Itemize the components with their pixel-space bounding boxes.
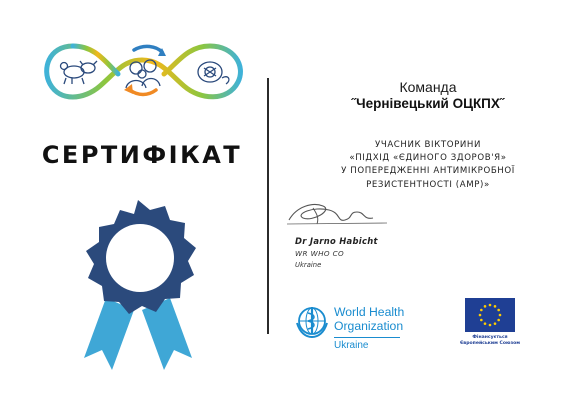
who-name-line1: World Health (334, 305, 405, 319)
left-panel (0, 0, 268, 414)
description-line: РЕЗИСТЕНТНОСТІ (АМР)» (366, 179, 490, 190)
who-logo (294, 303, 404, 353)
signer-name: Dr Jarno Habicht (295, 236, 378, 246)
eu-funding-note (444, 335, 536, 346)
eu-star (480, 309, 483, 312)
signer-country: Ukraine (295, 261, 322, 269)
eu-star (497, 309, 500, 312)
eu-star (480, 319, 483, 322)
description-block (270, 139, 586, 192)
eu-star (484, 322, 487, 325)
eu-star (499, 314, 502, 317)
team-name: ˝Чернівецький ОЦКПХ˝ (351, 96, 505, 111)
rosette-center (106, 224, 174, 292)
eu-star (489, 324, 492, 327)
eu-star (494, 305, 497, 308)
eu-star (497, 319, 500, 322)
vertical-divider (267, 78, 269, 334)
who-emblem-icon (294, 303, 330, 339)
description-line: У ПОПЕРЕДЖЕННІ АНТИМІКРОБНОЇ (341, 166, 515, 177)
who-country: Ukraine (334, 340, 369, 351)
who-name-line2: Organization (334, 319, 404, 333)
team-label: Команда (399, 79, 457, 95)
certificate-title: СЕРТИФІКАТ (41, 141, 243, 169)
eu-funding-line1: Фінансується (472, 335, 508, 340)
signer-organization: WR WHO CO (295, 249, 345, 258)
award-rosette-icon (72, 198, 204, 376)
eu-flag-icon (465, 298, 515, 332)
eu-funding-line2: Європейським Союзом (459, 340, 521, 346)
one-health-infinity-logo (38, 38, 248, 108)
eu-star (489, 304, 492, 307)
signature-image (283, 196, 393, 230)
who-divider (334, 337, 400, 338)
description-line: «ПІДХІД «ЄДИНОГО ЗДОРОВ'Я» (349, 153, 507, 164)
eu-star (494, 322, 497, 325)
description-line: УЧАСНИК ВІКТОРИНИ (375, 140, 481, 150)
eu-star (479, 314, 482, 317)
eu-star (484, 305, 487, 308)
